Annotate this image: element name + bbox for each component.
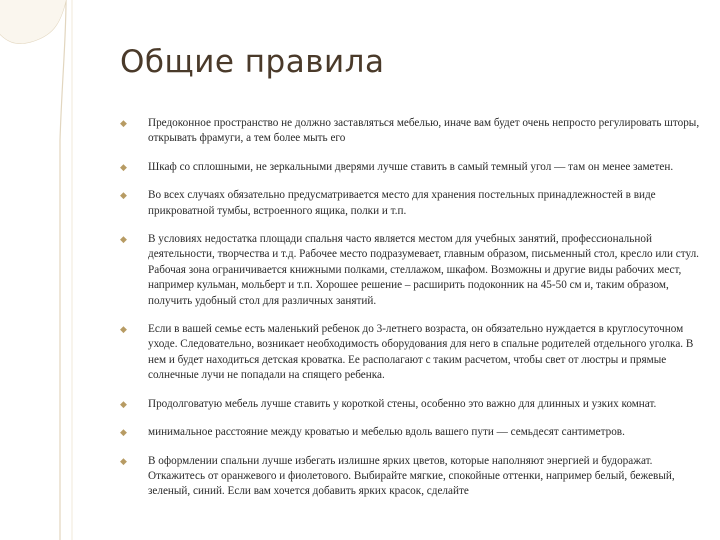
list-item	[120, 454, 700, 500]
bullet-text: В оформлении спальни лучше избегать излишне ярких цветов, которые наполняют энергией и будоражат. Откажитесь от оранжевого и фиолетового. Выбирайте мягкие, спокойные оттенки, например белый, бежевый, зеленый, синий. Если вам хочется добавить ярких красок, сделайте	[148, 454, 675, 498]
diamond-bullet-icon: ◆	[120, 455, 127, 466]
diamond-bullet-icon: ◆	[120, 118, 127, 128]
list-item	[120, 425, 700, 440]
bullet-text: Продолговатую мебель лучше ставить у короткой стены, особенно это важно для длинных и узких комнат.	[148, 397, 657, 410]
list-item	[120, 188, 700, 219]
list-item	[120, 397, 700, 412]
diamond-bullet-icon: ◆	[120, 234, 127, 245]
bullet-text: минимальное расстояние между кроватью и мебелью вдоль вашего пути — семьдесят сантиметров.	[148, 426, 625, 439]
list-item	[120, 322, 700, 384]
list-item	[120, 160, 700, 175]
bullet-text: Предоконное пространство не должно заставляться мебелью, иначе вам будет очень непросто регулировать шторы, открывать фрамуги, а тем более мыть его	[148, 117, 700, 145]
diamond-bullet-icon: ◆	[120, 190, 127, 201]
list-item	[120, 116, 700, 147]
diamond-bullet-icon: ◆	[120, 398, 127, 409]
bullet-text: В условиях недостатка площади спальня часто является местом для учебных занятий, профессиональной деятельности, творчества и т.д. Рабочее место подразумевает, главным образом, письменный стол, кресло или стул. Рабочая зона ограничивается книжными полками, стеллажом, шкафом. Возможны и другие виды рабочих мест, например кульман, мольберт и т.п. Хорошее решение – расширить подоконник на 45-50 см и, таким образом, получить удобный стол для различных занятий.	[148, 233, 699, 307]
bullet-list	[120, 116, 700, 513]
slide-title: Общие правила	[120, 44, 385, 80]
diamond-bullet-icon: ◆	[120, 427, 127, 438]
list-item	[120, 232, 700, 309]
diamond-bullet-icon: ◆	[120, 161, 127, 172]
bullet-text: Шкаф со сплошными, не зеркальными дверями лучше ставить в самый темный угол — там он менее заметен.	[148, 160, 674, 173]
diamond-bullet-icon: ◆	[120, 324, 127, 335]
bullet-text: Если в вашей семье есть маленький ребенок до 3-летнего возраста, он обязательно нуждается в круглосуточном уходе. Следовательно, возникает необходимость оборудования для него в спальне родителей отдельного уголка. В нем и будет находиться детская кроватка. Ее располагают с таким расчетом, чтобы свет от люстры и прямые солнечные лучи не попадали на спящего ребенка.	[148, 323, 694, 382]
bullet-text: Во всех случаях обязательно предусматривается место для хранения постельных принадлежностей в виде прикроватной тумбы, встроенного ящика, полки и т.п.	[148, 189, 656, 217]
